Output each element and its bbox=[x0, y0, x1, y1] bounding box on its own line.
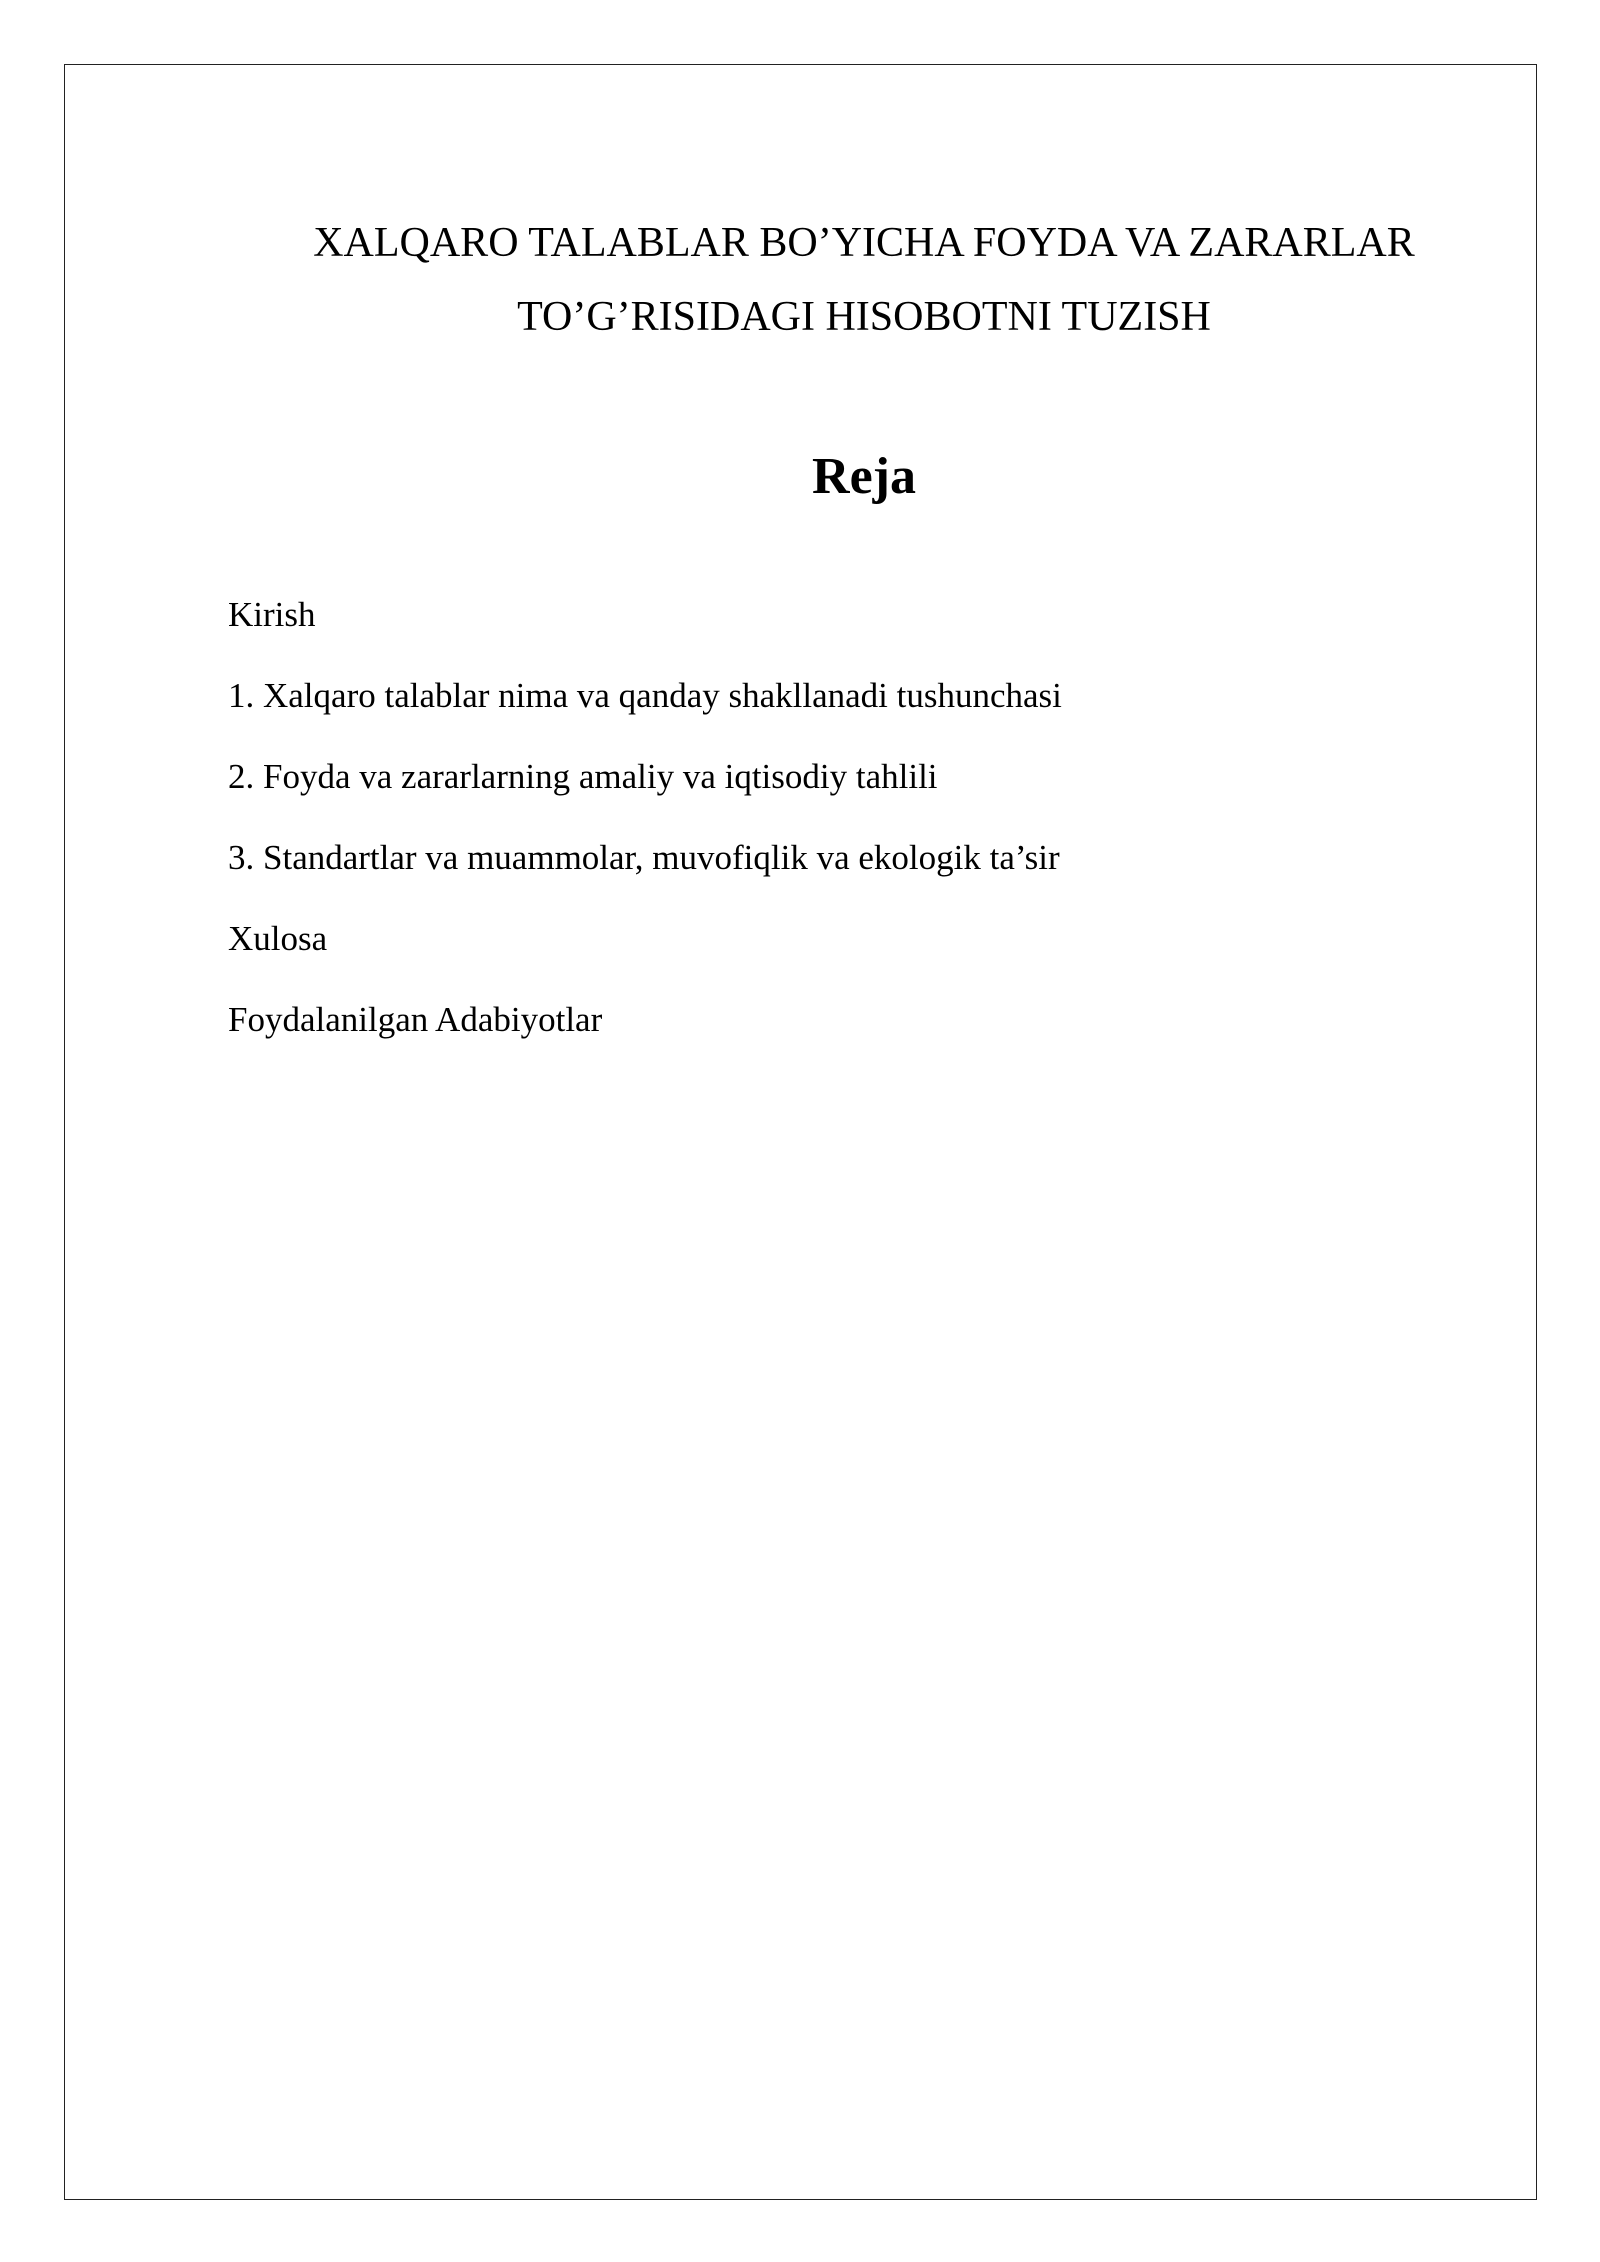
plan-item-conclusion: Xulosa bbox=[228, 919, 328, 958]
title-line-2: TO’G’RISIDAGI HISOBOTNI TUZISH bbox=[517, 294, 1211, 340]
plan-item-references: Foydalanilgan Adabiyotlar bbox=[228, 1000, 603, 1039]
plan-item-intro: Kirish bbox=[228, 595, 316, 634]
plan-list bbox=[228, 574, 1062, 1060]
title-line-1: XALQARO TALABLAR BO’YICHA FOYDA VA ZARARLAR bbox=[313, 220, 1415, 266]
page-border bbox=[64, 64, 1537, 2200]
plan-item-1: 1. Xalqaro talablar nima va qanday shakllanadi tushunchasi bbox=[228, 676, 1062, 715]
document-title bbox=[64, 206, 1600, 354]
plan-heading: Reja bbox=[812, 448, 916, 505]
plan-item-3: 3. Standartlar va muammolar, muvofiqlik va ekologik ta’sir bbox=[228, 838, 1060, 877]
plan-item-2: 2. Foyda va zararlarning amaliy va iqtisodiy tahlili bbox=[228, 757, 938, 796]
